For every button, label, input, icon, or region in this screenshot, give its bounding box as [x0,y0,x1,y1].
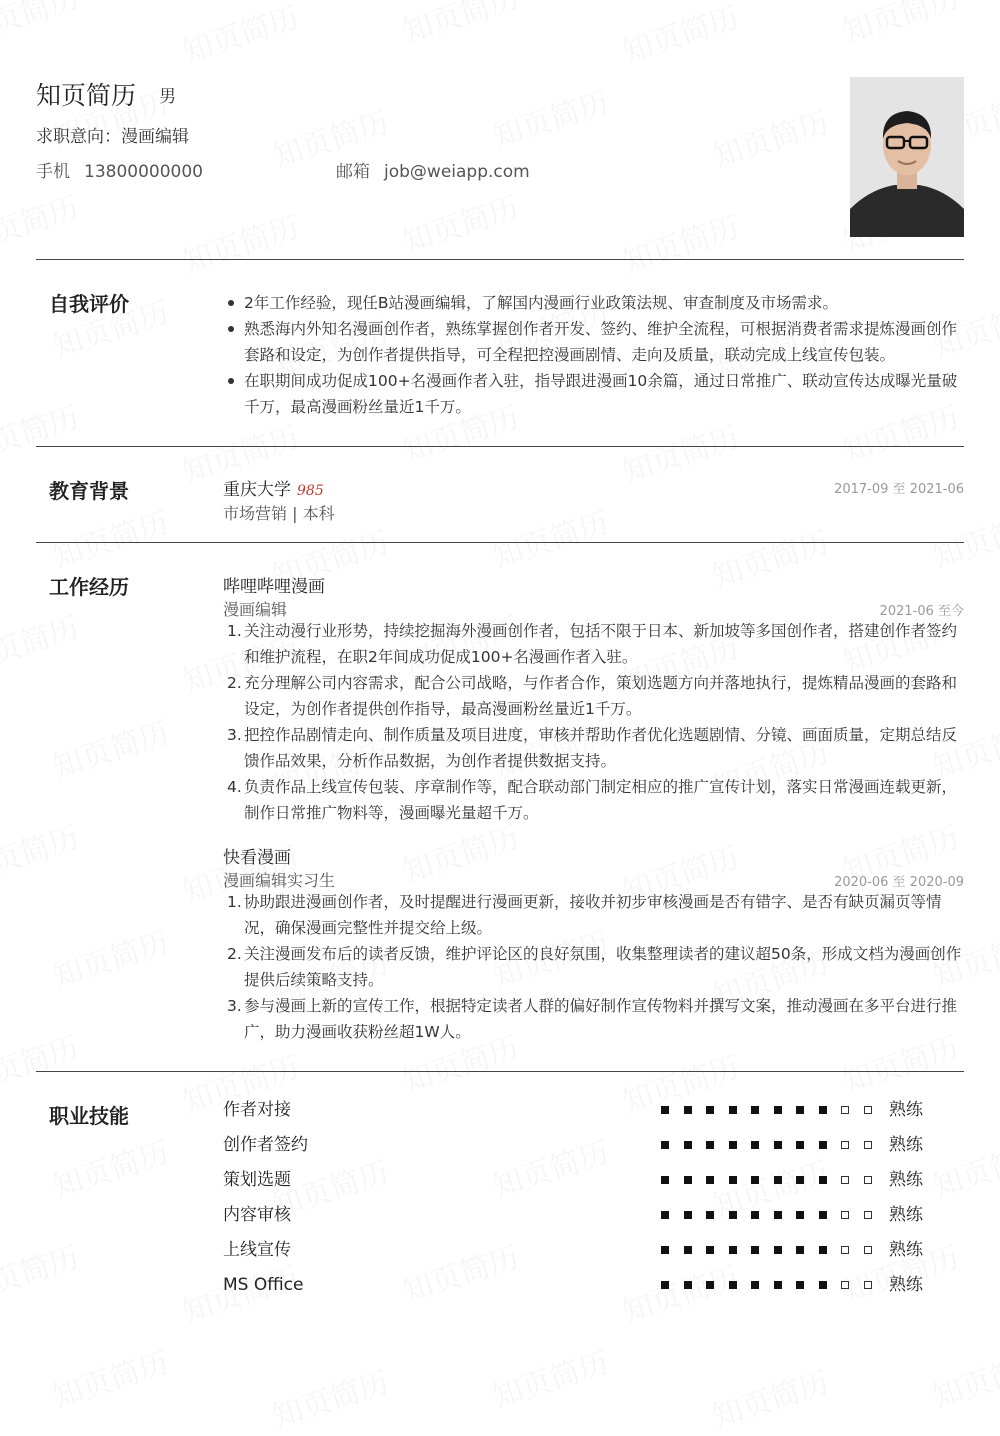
watermark-text [176,0,304,71]
rating-dot-filled [706,1211,714,1219]
watermark-text [0,0,84,51]
rating-dot-filled [684,1246,692,1254]
rating-dot-filled [661,1106,669,1114]
duty-text: 参与漫画上新的宣传工作，根据特定读者人群的偏好制作宣传物料并撰写文案，推动漫画在多平台进行推广，助力漫画收获粉丝超1W人。 [244,997,958,1041]
skill-rating [661,1106,886,1114]
skill-rating [661,1246,886,1254]
list-item: 1. 协助跟进漫画创作者，及时提醒进行漫画更新，接收并初步审核漫画是否有错字、是否有缺页漏页等情况，确保漫画完整性并提交给上级。 [227,893,942,937]
list-item: 3. 参与漫画上新的宣传工作，根据特定读者人群的偏好制作宣传物料并撰写文案，推动漫画在多平台进行推广，助力漫画收获粉丝超1W人。 [227,997,958,1041]
name-line [36,76,176,112]
email-info [336,157,530,182]
job-date: 2020-06 至 2020-09 [834,875,964,890]
skill-level: 熟练 [889,1100,923,1120]
rating-dot-filled [684,1281,692,1289]
rating-dot-filled [774,1141,782,1149]
watermark-text [706,1358,834,1436]
rating-dot-filled [706,1176,714,1184]
rating-dot-filled [729,1246,737,1254]
list-item: 在职期间成功促成100+名漫画作者入驻，指导跟进漫画10余篇，通过日常推广、联动宣传达成曝光量破千万，最高漫画粉丝量近1千万。 [223,368,964,420]
rating-dot-empty [841,1141,849,1149]
list-item: 1. 关注动漫行业形势，持续挖掘海外漫画创作者，包括不限于日本、新加坡等多国创作者，搭建创作者签约和维护流程，在职2年间成功促成100+名漫画作者入驻。 [227,622,958,666]
watermark-text [616,203,744,282]
rating-dot-empty [841,1176,849,1184]
phone-info [36,157,203,182]
rating-dot-filled [774,1246,782,1254]
candidate-gender: 男 [159,87,177,107]
rating-dot-filled [729,1281,737,1289]
watermark-text [0,603,84,682]
rating-dot-filled [774,1106,782,1114]
rating-dot-empty [841,1246,849,1254]
skill-name: 作者对接 [223,1100,291,1120]
watermark-text [486,1338,614,1417]
skill-name: 策划选题 [223,1170,291,1190]
rating-dot-filled [684,1176,692,1184]
list-item: 2. 充分理解公司内容需求，配合公司战略，与作者合作，策划选题方向并落地执行，提炼精品漫画的套路和设定，为创作者提供创作指导，最高漫画粉丝量近1千万。 [227,674,958,718]
skill-rating [661,1141,886,1149]
rating-dot-empty [864,1176,872,1184]
rating-dot-filled [751,1106,759,1114]
rating-dot-filled [706,1106,714,1114]
rating-dot-empty [864,1281,872,1289]
rating-dot-filled [796,1141,804,1149]
watermark-text [46,708,174,787]
list-item: 2年工作经验，现任B站漫画编辑，了解国内漫画行业政策法规、审查制度及市场需求。 [223,290,964,316]
email-value: job@weiapp.com [384,162,530,182]
rating-dot-filled [796,1281,804,1289]
rating-dot-filled [661,1281,669,1289]
watermark-text [0,1233,84,1312]
watermark-text [836,0,964,51]
rating-dot-filled [774,1176,782,1184]
profile-photo [850,77,964,237]
rating-dot-filled [819,1246,827,1254]
watermark-text [46,1128,174,1207]
email-label: 邮箱 [336,162,370,182]
self-eval-list [223,290,964,420]
rating-dot-filled [729,1176,737,1184]
rating-dot-filled [729,1106,737,1114]
skill-level: 熟练 [889,1205,923,1225]
rating-dot-filled [661,1246,669,1254]
rating-dot-filled [796,1211,804,1219]
skill-row [223,1273,964,1297]
phone-value: 13800000000 [84,162,203,182]
skill-level: 熟练 [889,1135,923,1155]
candidate-name: 知页简历 [36,81,137,110]
watermark-text [616,0,744,71]
rating-dot-filled [706,1246,714,1254]
rating-dot-filled [661,1211,669,1219]
rating-dot-filled [819,1176,827,1184]
job-duties-list [223,618,964,826]
watermark-text [0,813,84,892]
rating-dot-filled [751,1281,759,1289]
rating-dot-filled [706,1281,714,1289]
rating-dot-filled [796,1176,804,1184]
duty-text: 关注漫画发布后的读者反馈，维护评论区的良好氛围，收集整理读者的建议超50条，形成文档为漫画创作提供后续策略支持。 [244,945,962,989]
watermark-text [616,413,744,492]
rating-dot-filled [751,1211,759,1219]
rating-dot-empty [864,1106,872,1114]
rating-dot-filled [774,1281,782,1289]
profile-photo-icon [850,77,964,237]
watermark-text [266,1358,394,1436]
rating-dot-empty [864,1246,872,1254]
watermark-text [176,203,304,282]
watermark-text [0,393,84,472]
watermark-text [926,498,1000,577]
objective-label: 求职意向： [36,127,121,147]
rating-dot-empty [841,1106,849,1114]
watermark-text [486,498,614,577]
divider [36,1071,964,1072]
list-item: 3. 把控作品剧情走向、制作质量及项目进度，审核并帮助作者优化选题剧情、分镜、画面质量，定期总结反馈作品效果，分析作品数据，为创作者提供数据支持。 [227,726,958,770]
watermark-text [706,98,834,177]
rating-dot-filled [819,1281,827,1289]
watermark-text [46,498,174,577]
skill-row [223,1168,964,1192]
skill-rating [661,1176,886,1184]
job-role: 漫画编辑 [223,600,288,619]
skill-row [223,1133,964,1157]
watermark-text [0,1023,84,1102]
company-name: 快看漫画 [223,848,291,868]
watermark-text [486,78,614,157]
objective-value: 漫画编辑 [121,127,189,147]
duty-text: 关注动漫行业形势，持续挖掘海外漫画创作者，包括不限于日本、新加坡等多国创作者，搭建创作者签约和维护流程，在职2年间成功促成100+名漫画作者入驻。 [244,622,958,666]
divider [36,446,964,447]
watermark-text [46,918,174,997]
rating-dot-empty [864,1141,872,1149]
job-objective [36,122,189,147]
rating-dot-filled [706,1141,714,1149]
duty-text: 负责作品上线宣传包装、序章制作等，配合联动部门制定相应的推广宣传计划，落实日常漫画连载更新，制作日常推广物料等，漫画曝光量超千万。 [244,778,958,822]
duty-text: 协助跟进漫画创作者，及时提醒进行漫画更新，接收并初步审核漫画是否有错字、是否有缺页漏页等情况，确保漫画完整性并提交给上级。 [244,893,942,937]
education-date: 2017-09 至 2021-06 [834,482,964,497]
rating-dot-filled [751,1246,759,1254]
school-major: 市场营销 | 本科 [223,504,335,523]
skill-level: 熟练 [889,1170,923,1190]
skill-row [223,1098,964,1122]
watermark-text [706,518,834,597]
skill-rating [661,1281,886,1289]
section-title-education: 教育背景 [49,479,129,503]
rating-dot-filled [796,1106,804,1114]
rating-dot-empty [841,1281,849,1289]
list-item: 2. 关注漫画发布后的读者反馈，维护评论区的良好氛围，收集整理读者的建议超50条，形成文档为漫画创作提供后续策略支持。 [227,945,962,989]
rating-dot-filled [661,1141,669,1149]
job-date: 2021-06 至今 [879,604,964,619]
duty-text: 充分理解公司内容需求，配合公司战略，与作者合作，策划选题方向并落地执行，提炼精品漫画的套路和设定，为创作者提供创作指导，最高漫画粉丝量近1千万。 [244,674,958,718]
section-title-work: 工作经历 [49,575,129,599]
rating-dot-empty [841,1211,849,1219]
rating-dot-filled [774,1211,782,1219]
phone-label: 手机 [36,162,70,182]
rating-dot-filled [751,1176,759,1184]
rating-dot-filled [796,1246,804,1254]
rating-dot-filled [819,1141,827,1149]
rating-dot-filled [819,1106,827,1114]
rating-dot-filled [729,1141,737,1149]
school-name: 重庆大学 [223,480,291,500]
rating-dot-filled [729,1211,737,1219]
school-name-line [223,475,324,500]
rating-dot-filled [819,1211,827,1219]
rating-dot-empty [864,1211,872,1219]
divider [36,542,964,543]
rating-dot-filled [661,1176,669,1184]
duty-text: 把控作品剧情走向、制作质量及项目进度，审核并帮助作者优化选题剧情、分镜、画面质量，定期总结反馈作品效果，分析作品数据，为创作者提供数据支持。 [244,726,958,770]
school-tag: 985 [297,483,324,499]
skill-rating [661,1211,886,1219]
skill-name: MS Office [223,1275,304,1295]
skill-row [223,1238,964,1262]
section-title-self-eval: 自我评价 [49,292,129,316]
skill-level: 熟练 [889,1275,923,1295]
section-title-skills: 职业技能 [49,1104,129,1128]
skill-name: 创作者签约 [223,1135,308,1155]
skill-name: 内容审核 [223,1205,291,1225]
rating-dot-filled [684,1141,692,1149]
rating-dot-filled [684,1106,692,1114]
watermark-text [926,1338,1000,1417]
watermark-text [396,0,524,51]
company-name: 哔哩哔哩漫画 [223,577,325,597]
job-duties-list [223,889,964,1045]
rating-dot-filled [684,1211,692,1219]
skill-name: 上线宣传 [223,1240,291,1260]
watermark-text [0,183,84,262]
watermark-text [396,183,524,262]
watermark-text [46,1338,174,1417]
skill-row [223,1203,964,1227]
job-role: 漫画编辑实习生 [223,871,336,890]
divider [36,259,964,260]
list-item: 熟悉海内外知名漫画创作者，熟练掌握创作者开发、签约、维护全流程，可根据消费者需求提炼漫画创作套路和设定，为创作者提供指导，可全程把控漫画剧情、走向及质量，联动完成上线宣传包装。 [223,316,964,368]
list-item: 4. 负责作品上线宣传包装、序章制作等，配合联动部门制定相应的推广宣传计划，落实日常漫画连载更新，制作日常推广物料等，漫画曝光量超千万。 [227,778,958,822]
skill-level: 熟练 [889,1240,923,1260]
rating-dot-filled [751,1141,759,1149]
